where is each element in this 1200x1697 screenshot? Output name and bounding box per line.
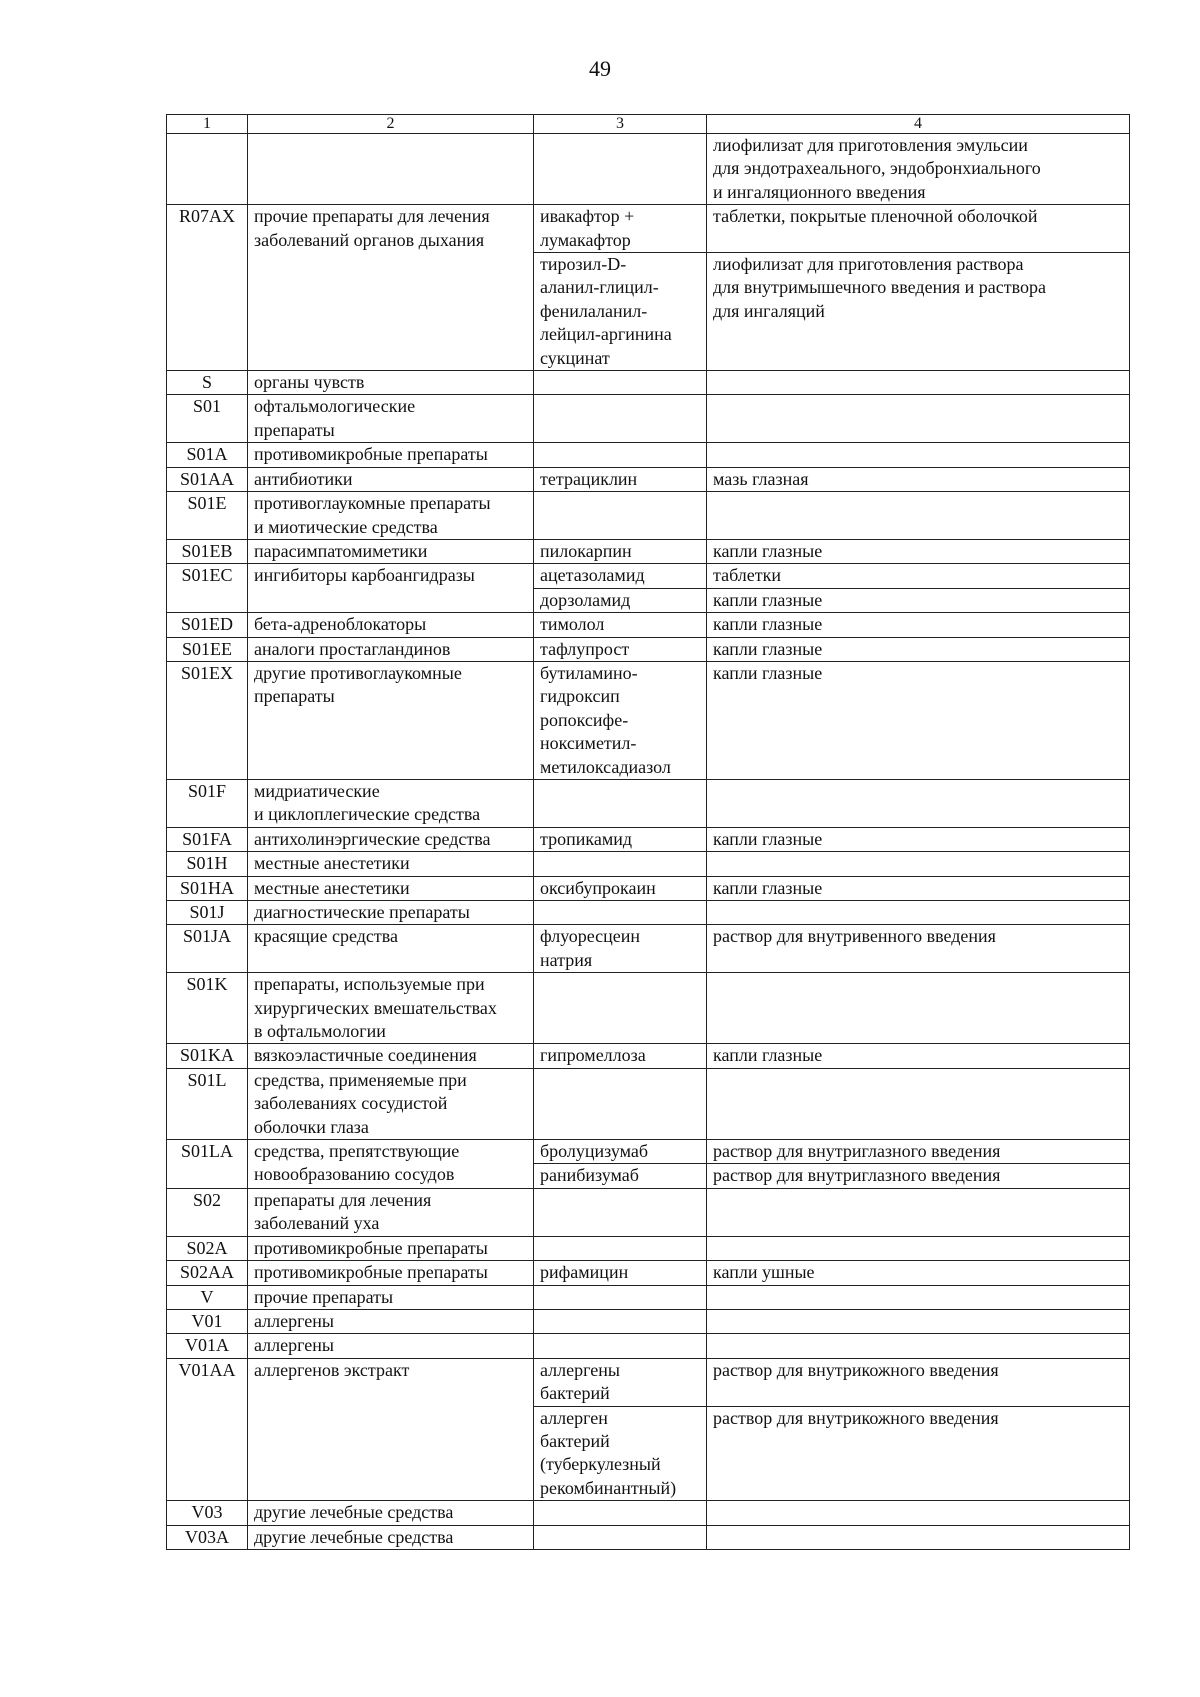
- form-cell: лиофилизат для приготовления эмульсии для эндотрахеального, эндобронхиального и ингаляционного введения: [707, 134, 1130, 205]
- table-row: [167, 1309, 1130, 1333]
- form-cell: раствор для внутрикожного введения: [707, 1358, 1130, 1406]
- code-cell: S01L: [167, 1068, 248, 1139]
- drug-cell: [534, 1501, 707, 1525]
- table-row: [167, 564, 1130, 588]
- form-cell: [707, 371, 1130, 395]
- form-cell: [707, 1285, 1130, 1309]
- drug-cell: [534, 1236, 707, 1260]
- table-row: [167, 876, 1130, 900]
- drug-cell: [534, 1068, 707, 1139]
- drug-cell: [534, 134, 707, 205]
- drug-cell: флуоресцеин натрия: [534, 925, 707, 973]
- group-cell: парасимпатомиметики: [248, 539, 534, 563]
- table-row: [167, 779, 1130, 827]
- form-cell: таблетки, покрытые пленочной оболочкой: [707, 205, 1130, 253]
- table-body: [167, 134, 1130, 1550]
- form-cell: капли глазные: [707, 637, 1130, 661]
- table-row: [167, 973, 1130, 1044]
- drug-table: [166, 114, 1130, 1550]
- code-cell: S01ED: [167, 613, 248, 637]
- code-cell: S01: [167, 395, 248, 443]
- table-row: [167, 1501, 1130, 1525]
- table-row: [167, 901, 1130, 925]
- drug-cell: аллергены бактерий: [534, 1358, 707, 1406]
- drug-cell: тафлупрост: [534, 637, 707, 661]
- group-cell: противомикробные препараты: [248, 443, 534, 467]
- code-cell: S01KA: [167, 1044, 248, 1068]
- code-cell: V01: [167, 1309, 248, 1333]
- group-cell: бета-адреноблокаторы: [248, 613, 534, 637]
- table-row: [167, 539, 1130, 563]
- group-cell: антибиотики: [248, 467, 534, 491]
- drug-cell: [534, 779, 707, 827]
- table-row: [167, 1334, 1130, 1358]
- table-row: [167, 852, 1130, 876]
- table-row: [167, 661, 1130, 779]
- drug-cell: [534, 901, 707, 925]
- code-cell: S01EC: [167, 564, 248, 613]
- form-cell: таблетки: [707, 564, 1130, 588]
- form-cell: капли глазные: [707, 588, 1130, 612]
- group-cell: другие противоглаукомные препараты: [248, 661, 534, 779]
- form-cell: капли глазные: [707, 1044, 1130, 1068]
- form-cell: капли глазные: [707, 613, 1130, 637]
- group-cell: аналоги простагландинов: [248, 637, 534, 661]
- form-cell: [707, 779, 1130, 827]
- code-cell: S01JA: [167, 925, 248, 973]
- form-cell: раствор для внутривенного введения: [707, 925, 1130, 973]
- form-cell: [707, 1525, 1130, 1549]
- header-cell-drug: 3: [534, 115, 707, 134]
- code-cell: S01A: [167, 443, 248, 467]
- drug-cell: тетрациклин: [534, 467, 707, 491]
- drug-cell: [534, 1309, 707, 1333]
- table-row: [167, 1261, 1130, 1285]
- group-cell: прочие препараты: [248, 1285, 534, 1309]
- group-cell: другие лечебные средства: [248, 1525, 534, 1549]
- form-cell: [707, 395, 1130, 443]
- table-row: [167, 205, 1130, 253]
- table-row: [167, 637, 1130, 661]
- drug-cell: рифамицин: [534, 1261, 707, 1285]
- drug-cell: оксибупрокаин: [534, 876, 707, 900]
- group-cell: противомикробные препараты: [248, 1261, 534, 1285]
- code-cell: S01EX: [167, 661, 248, 779]
- drug-cell: [534, 492, 707, 540]
- table-row: [167, 1525, 1130, 1549]
- code-cell: S01EB: [167, 539, 248, 563]
- form-cell: капли глазные: [707, 539, 1130, 563]
- table-row: [167, 1140, 1130, 1164]
- form-cell: [707, 852, 1130, 876]
- code-cell: V03: [167, 1501, 248, 1525]
- table-row: [167, 1068, 1130, 1139]
- group-cell: противоглаукомные препараты и миотические средства: [248, 492, 534, 540]
- table-row: [167, 492, 1130, 540]
- form-cell: раствор для внутриглазного введения: [707, 1140, 1130, 1164]
- drug-cell: ранибизумаб: [534, 1164, 707, 1188]
- code-cell: V01AA: [167, 1358, 248, 1500]
- table-row: [167, 371, 1130, 395]
- form-cell: [707, 973, 1130, 1044]
- code-cell: S01K: [167, 973, 248, 1044]
- drug-cell: пилокарпин: [534, 539, 707, 563]
- code-cell: S01FA: [167, 827, 248, 851]
- code-cell: S01EE: [167, 637, 248, 661]
- group-cell: красящие средства: [248, 925, 534, 973]
- drug-cell: бутиламино- гидроксип ропоксифе- ноксиметил- метилоксадиазол: [534, 661, 707, 779]
- table-row: [167, 443, 1130, 467]
- drug-cell: [534, 371, 707, 395]
- group-cell: другие лечебные средства: [248, 1501, 534, 1525]
- form-cell: [707, 1236, 1130, 1260]
- code-cell: S02A: [167, 1236, 248, 1260]
- form-cell: [707, 1068, 1130, 1139]
- drug-cell: бролуцизумаб: [534, 1140, 707, 1164]
- group-cell: местные анестетики: [248, 852, 534, 876]
- drug-cell: [534, 1334, 707, 1358]
- code-cell: S01F: [167, 779, 248, 827]
- drug-cell: [534, 1188, 707, 1236]
- code-cell: V: [167, 1285, 248, 1309]
- form-cell: [707, 901, 1130, 925]
- form-cell: капли глазные: [707, 876, 1130, 900]
- group-cell: прочие препараты для лечения заболеваний органов дыхания: [248, 205, 534, 371]
- group-cell: местные анестетики: [248, 876, 534, 900]
- code-cell: S01HA: [167, 876, 248, 900]
- group-cell: антихолинэргические средства: [248, 827, 534, 851]
- group-cell: вязкоэластичные соединения: [248, 1044, 534, 1068]
- form-cell: [707, 1501, 1130, 1525]
- code-cell: V01A: [167, 1334, 248, 1358]
- form-cell: капли глазные: [707, 661, 1130, 779]
- group-cell: препараты, используемые при хирургических вмешательствах в офтальмологии: [248, 973, 534, 1044]
- table-row: [167, 1236, 1130, 1260]
- table-row: [167, 1044, 1130, 1068]
- code-cell: S01E: [167, 492, 248, 540]
- table-row: [167, 134, 1130, 205]
- drug-cell: [534, 852, 707, 876]
- drug-cell: ацетазоламид: [534, 564, 707, 588]
- form-cell: [707, 492, 1130, 540]
- form-cell: лиофилизат для приготовления раствора для внутримышечного введения и раствора для ингаляций: [707, 253, 1130, 371]
- code-cell: S01H: [167, 852, 248, 876]
- group-cell: противомикробные препараты: [248, 1236, 534, 1260]
- drug-cell: ивакафтор + лумакафтор: [534, 205, 707, 253]
- code-cell: R07AX: [167, 205, 248, 371]
- drug-cell: гипромеллоза: [534, 1044, 707, 1068]
- group-cell: препараты для лечения заболеваний уха: [248, 1188, 534, 1236]
- group-cell: офтальмологические препараты: [248, 395, 534, 443]
- drug-cell: тимолол: [534, 613, 707, 637]
- table-row: [167, 467, 1130, 491]
- drug-cell: тирозил-D- аланил-глицил- фенилаланил- лейцил-аргинина сукцинат: [534, 253, 707, 371]
- drug-cell: аллерген бактерий (туберкулезный рекомбинантный): [534, 1406, 707, 1501]
- table-row: [167, 1285, 1130, 1309]
- group-cell: диагностические препараты: [248, 901, 534, 925]
- table-row: [167, 925, 1130, 973]
- group-cell: средства, применяемые при заболеваниях сосудистой оболочки глаза: [248, 1068, 534, 1139]
- drug-cell: тропикамид: [534, 827, 707, 851]
- group-cell: мидриатические и циклоплегические средства: [248, 779, 534, 827]
- header-cell-code: 1: [167, 115, 248, 134]
- drug-cell: [534, 973, 707, 1044]
- form-cell: раствор для внутриглазного введения: [707, 1164, 1130, 1188]
- group-cell: ингибиторы карбоангидразы: [248, 564, 534, 613]
- code-cell: [167, 134, 248, 205]
- code-cell: S01J: [167, 901, 248, 925]
- form-cell: капли глазные: [707, 827, 1130, 851]
- table-row: [167, 1358, 1130, 1406]
- page-number: 49: [589, 56, 611, 81]
- drug-cell: [534, 1285, 707, 1309]
- code-cell: S: [167, 371, 248, 395]
- code-cell: V03A: [167, 1525, 248, 1549]
- table-row: [167, 613, 1130, 637]
- form-cell: [707, 1188, 1130, 1236]
- group-cell: аллергены: [248, 1309, 534, 1333]
- form-cell: мазь глазная: [707, 467, 1130, 491]
- drug-cell: [534, 1525, 707, 1549]
- code-cell: S02AA: [167, 1261, 248, 1285]
- group-cell: аллергены: [248, 1334, 534, 1358]
- code-cell: S02: [167, 1188, 248, 1236]
- header-cell-form: 4: [707, 115, 1130, 134]
- group-cell: аллергенов экстракт: [248, 1358, 534, 1500]
- table-row: [167, 1188, 1130, 1236]
- code-cell: S01AA: [167, 467, 248, 491]
- group-cell: [248, 134, 534, 205]
- table-row: [167, 827, 1130, 851]
- table-header-row: [167, 115, 1130, 134]
- group-cell: органы чувств: [248, 371, 534, 395]
- form-cell: раствор для внутрикожного введения: [707, 1406, 1130, 1501]
- drug-cell: [534, 443, 707, 467]
- drug-cell: дорзоламид: [534, 588, 707, 612]
- code-cell: S01LA: [167, 1140, 248, 1189]
- form-cell: [707, 443, 1130, 467]
- header-cell-group: 2: [248, 115, 534, 134]
- form-cell: [707, 1334, 1130, 1358]
- form-cell: [707, 1309, 1130, 1333]
- form-cell: капли ушные: [707, 1261, 1130, 1285]
- table-row: [167, 395, 1130, 443]
- group-cell: средства, препятствующие новообразованию сосудов: [248, 1140, 534, 1189]
- drug-cell: [534, 395, 707, 443]
